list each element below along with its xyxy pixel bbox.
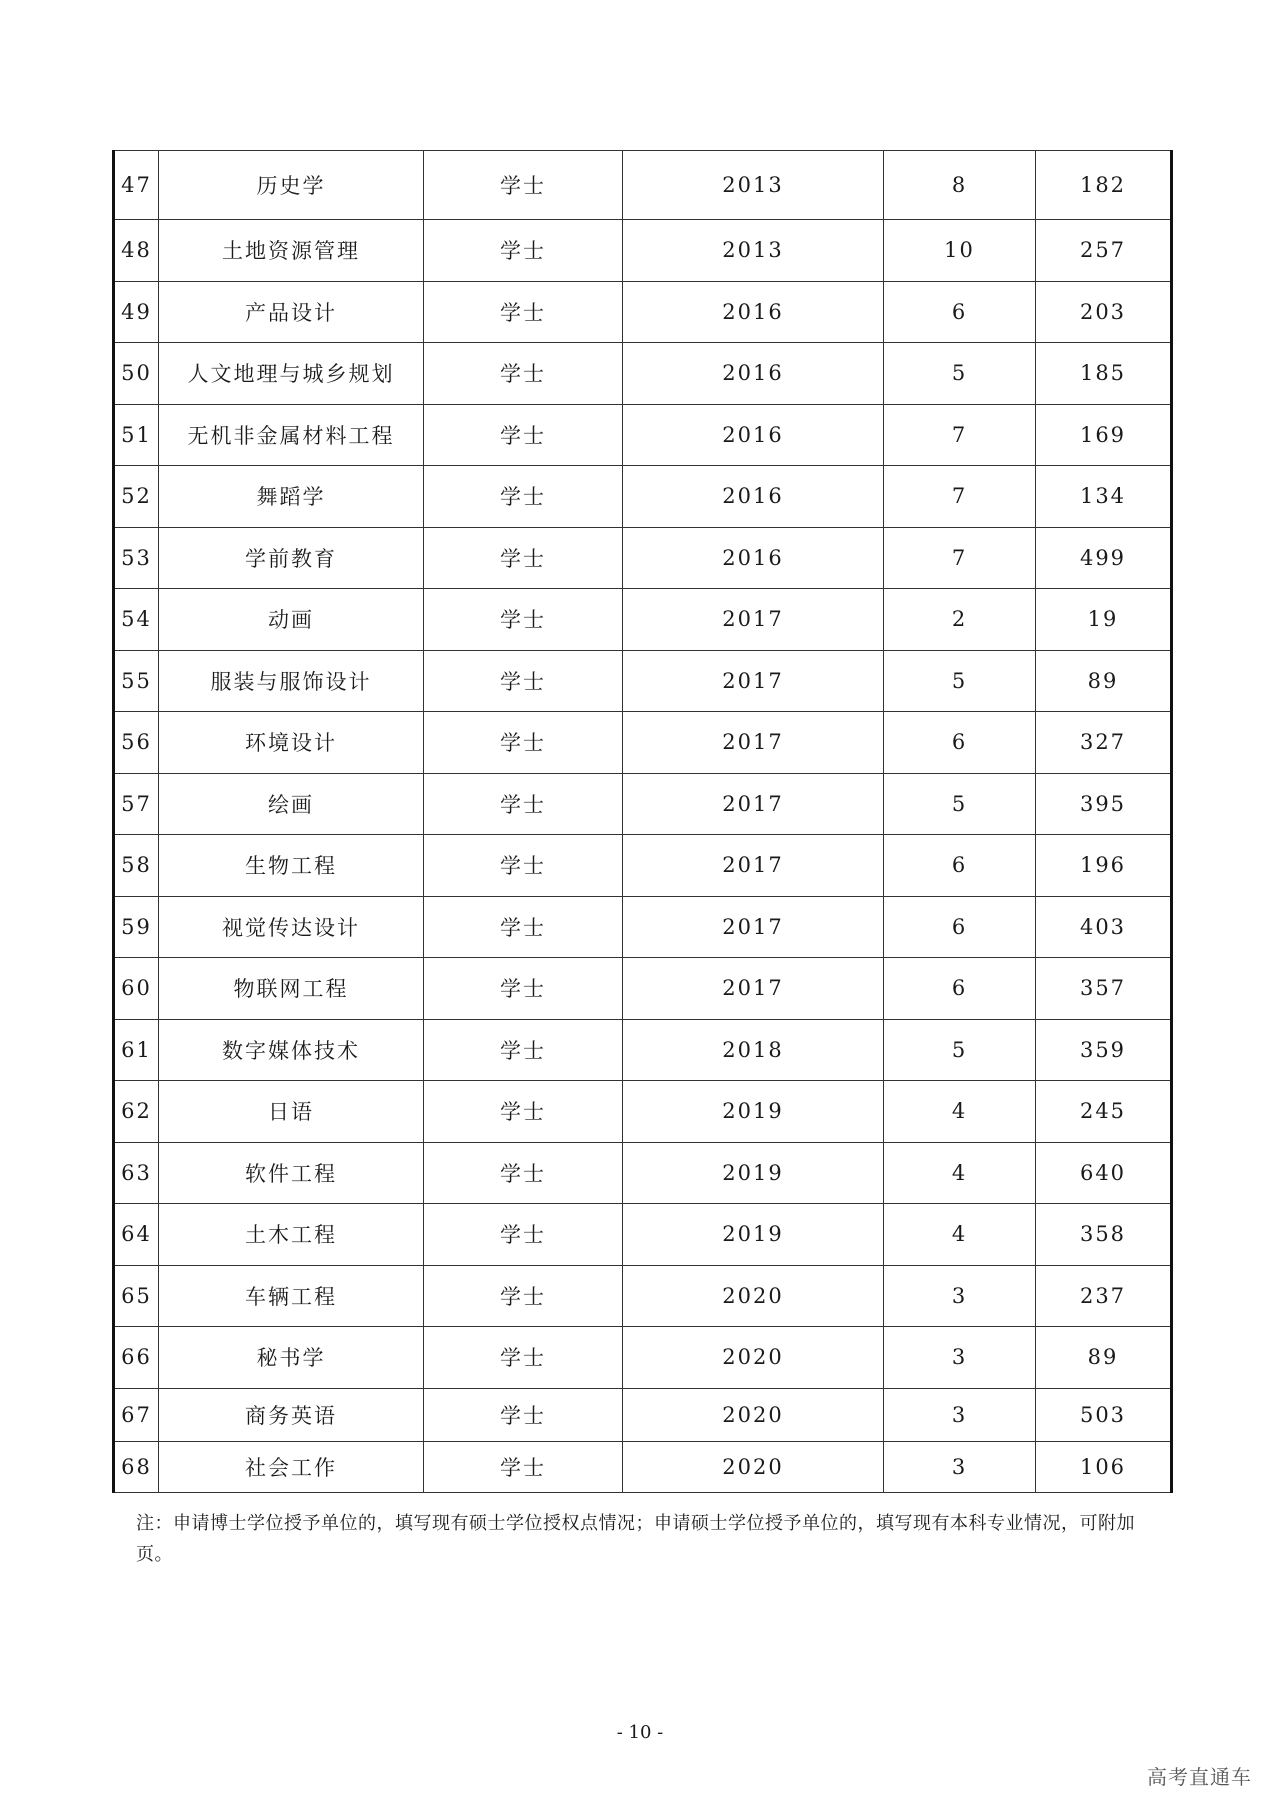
major-name-cell: 商务英语 [159,1388,424,1441]
major-name-cell: 生物工程 [159,835,424,897]
degree-type-cell: 学士 [424,527,623,589]
major-name-cell: 土木工程 [159,1204,424,1266]
count-cell: 182 [1036,151,1172,220]
row-index-cell: 67 [114,1388,159,1441]
start-year-cell: 2017 [623,589,884,651]
row-index-cell: 60 [114,958,159,1020]
count-cell: 169 [1036,404,1172,466]
degree-type-cell: 学士 [424,773,623,835]
table-row [114,835,1172,897]
start-year-cell: 2019 [623,1142,884,1204]
row-index-cell: 51 [114,404,159,466]
degree-type-cell: 学士 [424,589,623,651]
table-row [114,404,1172,466]
count-cell: 203 [1036,281,1172,343]
row-index-cell: 68 [114,1441,159,1492]
table-row [114,1019,1172,1081]
row-index-cell: 63 [114,1142,159,1204]
count-cell: 89 [1036,650,1172,712]
start-year-cell: 2016 [623,527,884,589]
degree-type-cell: 学士 [424,958,623,1020]
table-row [114,1081,1172,1143]
major-name-cell: 秘书学 [159,1327,424,1389]
degree-type-cell: 学士 [424,1142,623,1204]
table-row [114,773,1172,835]
table-row [114,1204,1172,1266]
duration-cell: 3 [884,1327,1036,1389]
major-name-cell: 车辆工程 [159,1265,424,1327]
degree-type-cell: 学士 [424,1081,623,1143]
degree-type-cell: 学士 [424,151,623,220]
table-row [114,220,1172,282]
start-year-cell: 2017 [623,896,884,958]
degree-type-cell: 学士 [424,343,623,405]
major-name-cell: 产品设计 [159,281,424,343]
count-cell: 503 [1036,1388,1172,1441]
degree-type-cell: 学士 [424,896,623,958]
table-row [114,281,1172,343]
table-row [114,1441,1172,1492]
major-name-cell: 历史学 [159,151,424,220]
major-name-cell: 土地资源管理 [159,220,424,282]
row-index-cell: 49 [114,281,159,343]
row-index-cell: 48 [114,220,159,282]
duration-cell: 5 [884,1019,1036,1081]
degree-type-cell: 学士 [424,1388,623,1441]
majors-table [112,150,1173,1493]
start-year-cell: 2019 [623,1204,884,1266]
row-index-cell: 59 [114,896,159,958]
table-row [114,712,1172,774]
degree-type-cell: 学士 [424,220,623,282]
duration-cell: 4 [884,1081,1036,1143]
major-name-cell: 数字媒体技术 [159,1019,424,1081]
table-row [114,1327,1172,1389]
row-index-cell: 64 [114,1204,159,1266]
count-cell: 106 [1036,1441,1172,1492]
count-cell: 257 [1036,220,1172,282]
major-name-cell: 物联网工程 [159,958,424,1020]
start-year-cell: 2020 [623,1265,884,1327]
degree-type-cell: 学士 [424,1204,623,1266]
duration-cell: 6 [884,835,1036,897]
count-cell: 196 [1036,835,1172,897]
table-row [114,1142,1172,1204]
table-row [114,466,1172,528]
count-cell: 395 [1036,773,1172,835]
major-name-cell: 社会工作 [159,1441,424,1492]
start-year-cell: 2016 [623,281,884,343]
major-name-cell: 学前教育 [159,527,424,589]
duration-cell: 3 [884,1441,1036,1492]
count-cell: 403 [1036,896,1172,958]
count-cell: 358 [1036,1204,1172,1266]
duration-cell: 4 [884,1142,1036,1204]
duration-cell: 8 [884,151,1036,220]
duration-cell: 6 [884,712,1036,774]
degree-type-cell: 学士 [424,466,623,528]
duration-cell: 2 [884,589,1036,651]
start-year-cell: 2019 [623,1081,884,1143]
start-year-cell: 2016 [623,404,884,466]
start-year-cell: 2020 [623,1388,884,1441]
row-index-cell: 58 [114,835,159,897]
row-index-cell: 65 [114,1265,159,1327]
majors-table-body [114,151,1172,1493]
duration-cell: 4 [884,1204,1036,1266]
duration-cell: 5 [884,650,1036,712]
duration-cell: 3 [884,1388,1036,1441]
count-cell: 185 [1036,343,1172,405]
degree-type-cell: 学士 [424,835,623,897]
degree-type-cell: 学士 [424,281,623,343]
major-name-cell: 动画 [159,589,424,651]
major-name-cell: 日语 [159,1081,424,1143]
footnote-label: 注： [136,1513,173,1534]
degree-type-cell: 学士 [424,1265,623,1327]
degree-type-cell: 学士 [424,1327,623,1389]
row-index-cell: 62 [114,1081,159,1143]
table-row [114,896,1172,958]
count-cell: 640 [1036,1142,1172,1204]
degree-type-cell: 学士 [424,650,623,712]
duration-cell: 5 [884,343,1036,405]
row-index-cell: 53 [114,527,159,589]
count-cell: 89 [1036,1327,1172,1389]
degree-type-cell: 学士 [424,404,623,466]
row-index-cell: 47 [114,151,159,220]
count-cell: 237 [1036,1265,1172,1327]
row-index-cell: 61 [114,1019,159,1081]
start-year-cell: 2020 [623,1441,884,1492]
count-cell: 499 [1036,527,1172,589]
major-name-cell: 人文地理与城乡规划 [159,343,424,405]
degree-type-cell: 学士 [424,1441,623,1492]
row-index-cell: 52 [114,466,159,528]
row-index-cell: 55 [114,650,159,712]
count-cell: 357 [1036,958,1172,1020]
count-cell: 134 [1036,466,1172,528]
start-year-cell: 2017 [623,773,884,835]
duration-cell: 5 [884,773,1036,835]
table-row [114,151,1172,220]
degree-type-cell: 学士 [424,712,623,774]
start-year-cell: 2017 [623,958,884,1020]
major-name-cell: 环境设计 [159,712,424,774]
start-year-cell: 2016 [623,466,884,528]
duration-cell: 6 [884,958,1036,1020]
row-index-cell: 50 [114,343,159,405]
start-year-cell: 2017 [623,835,884,897]
table-row [114,650,1172,712]
major-name-cell: 绘画 [159,773,424,835]
row-index-cell: 57 [114,773,159,835]
start-year-cell: 2018 [623,1019,884,1081]
table-row [114,1388,1172,1441]
count-cell: 359 [1036,1019,1172,1081]
duration-cell: 3 [884,1265,1036,1327]
duration-cell: 6 [884,896,1036,958]
start-year-cell: 2016 [623,343,884,405]
table-row [114,958,1172,1020]
row-index-cell: 66 [114,1327,159,1389]
duration-cell: 7 [884,404,1036,466]
duration-cell: 7 [884,527,1036,589]
major-name-cell: 软件工程 [159,1142,424,1204]
start-year-cell: 2013 [623,151,884,220]
major-name-cell: 无机非金属材料工程 [159,404,424,466]
duration-cell: 6 [884,281,1036,343]
table-row [114,527,1172,589]
table-row [114,589,1172,651]
degree-type-cell: 学士 [424,1019,623,1081]
duration-cell: 7 [884,466,1036,528]
start-year-cell: 2013 [623,220,884,282]
table-row [114,343,1172,405]
watermark-text: 高考直通车 [1147,1765,1252,1789]
start-year-cell: 2017 [623,712,884,774]
count-cell: 327 [1036,712,1172,774]
duration-cell: 10 [884,220,1036,282]
row-index-cell: 56 [114,712,159,774]
major-name-cell: 舞蹈学 [159,466,424,528]
major-name-cell: 服装与服饰设计 [159,650,424,712]
footnote-text: 申请博士学位授予单位的，填写现有硕士学位授权点情况；申请硕士学位授予单位的，填写现有本科专业情况，可附加页。 [136,1513,1135,1565]
count-cell: 19 [1036,589,1172,651]
start-year-cell: 2017 [623,650,884,712]
table-footnote [136,1508,1146,1570]
table-row [114,1265,1172,1327]
count-cell: 245 [1036,1081,1172,1143]
row-index-cell: 54 [114,589,159,651]
start-year-cell: 2020 [623,1327,884,1389]
page-number: - 10 - [616,1722,664,1743]
major-name-cell: 视觉传达设计 [159,896,424,958]
